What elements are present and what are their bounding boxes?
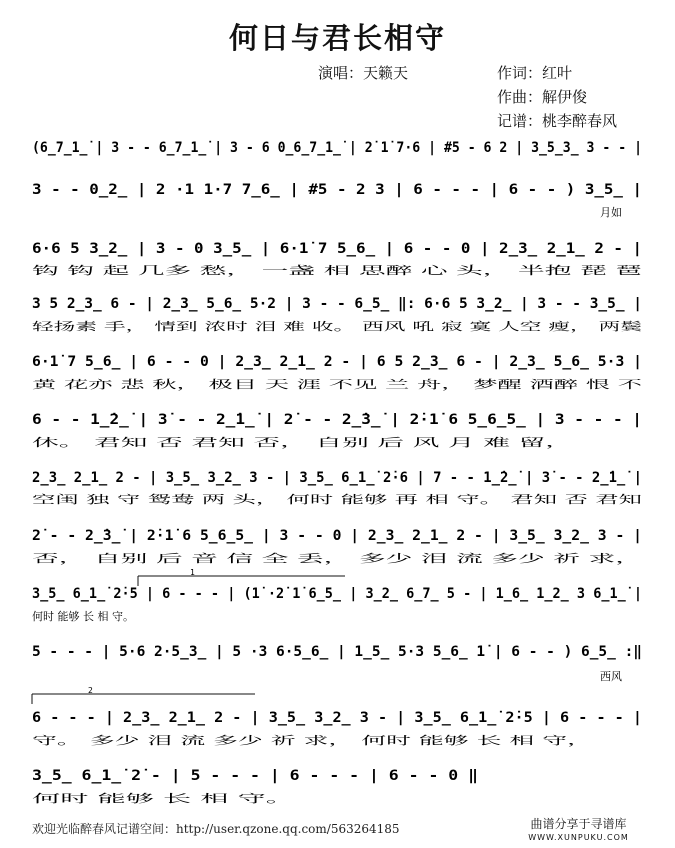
row-8-lyrics: 否， 自别 后 音 信 全 丢， 多少 泪 流 多少 祈 求， — [32, 552, 283, 565]
transcriber-label: 记谱：桃李醉春风 — [497, 112, 618, 130]
row-10 — [32, 644, 642, 683]
composer-label: 作曲：解伊俊 — [497, 88, 588, 106]
footer-credit: 欢迎光临醉春风记谱空间：http://user.qzone.qq.com/563264185 — [32, 822, 400, 836]
row-6-notes: 6 - - 1̲̇2̲̇ | 3̇ - - 2̲̇1̲̇ | 2̇ - - 2̲̇3̲̇ | 2̇·1̇ 6 5̲6̲5̲ | 3 - - - | — [32, 412, 642, 428]
row-4 — [32, 296, 644, 333]
row-11-lyrics: 守。 多少 泪 流 多少 祈 求， 何时 能够 长 相 守， — [32, 734, 280, 747]
row-10-notes: 5 - - - | 5·6 2·5̲3̲ | 5 ·3 6·5̲6̲ | 1̲5̲ 5·3 5̲6̲ 1̇ | 6 - - ) 6̲5̲ :‖ — [32, 644, 642, 660]
row-12 — [32, 768, 478, 805]
stamp-url: WWW.XUNPUKU.COM — [528, 833, 629, 842]
row-5 — [32, 354, 642, 391]
row-11 — [32, 686, 642, 747]
row-9-notes: 3̲5̲ 6̲1̲̇ 2̇·5 | 6 - - - | (1̇ ·2̇ 1̇ 6̲5̲ | 3̲2̲ 6̲7̲ 5 - | 1̲6̲ 1̲2̲ 3 6̲1̲̇ | — [32, 586, 642, 602]
row-3-lyrics: 钩 钩 起 几多 愁， 一盏 相 思醉 心 头， 半抱 琵 琶 — [32, 264, 283, 277]
row-6-lyrics: 休。 君知 否 君知 否， 自别 后 风 月 难 留， — [32, 436, 254, 449]
row-2 — [32, 182, 642, 219]
row-1-notes: (6̲7̲1̲̇ | 3 - - 6̲7̲1̲̇ | 3 - 6 0̲6̲7̲1̲̇ | 2̇ 1̇ 7·6 | #5 - 6 2 | 3̲5̲3̲ 3 - - | — [32, 140, 642, 156]
row-7 — [32, 470, 642, 506]
row-9 — [32, 568, 642, 623]
singer-label: 演唱：天籁天 — [318, 64, 409, 82]
row-5-lyrics: 黄 花亦 悲 秋， 极目 天 涯 不见 兰 舟， 梦醒 酒醉 恨 不 — [32, 378, 309, 391]
row-8 — [32, 528, 642, 565]
row-10-lyrics: 西风 — [600, 670, 622, 683]
row-11-notes: 6 - - - | 2̲3̲ 2̲1̲ 2 - | 3̲5̲ 3̲2̲ 3 - | 3̲5̲ 6̲1̲̇ 2̇·5 | 6 - - - | — [32, 710, 642, 726]
row-7-notes: 2̲3̲ 2̲1̲ 2 - | 3̲5̲ 3̲2̲ 3 - | 3̲5̲ 6̲1̲̇ 2̇·6 | 7 - - 1̲̇2̲̇ | 3̇ - - 2̲̇1̲̇ | — [32, 470, 642, 486]
row-12-notes: 3̲5̲ 6̲1̲̇ 2̇ - | 5 - - - | 6 - - - | 6 - - 0 ‖ — [32, 768, 478, 784]
row-2-notes: 3 - - 0̲2̲ | 2 ·1 1·7 7̲6̲ | #5 - 2 3 | 6 - - - | 6 - - ) 3̲5̲ | — [32, 182, 642, 198]
row-4-notes: 3 5 2̲3̲ 6 - | 2̲3̲ 5̲6̲ 5·2 | 3 - - 6̲5̲ ‖: 6·6 5 3̲2̲ | 3 - - 3̲5̲ | — [32, 296, 642, 312]
lyricist-label: 作词：红叶 — [497, 64, 573, 82]
site-stamp — [482, 815, 675, 848]
row-6 — [32, 412, 642, 449]
row-3 — [32, 241, 642, 277]
row-5-notes: 6·1̇ 7 5̲6̲ | 6 - - 0 | 2̲3̲ 2̲1̲ 2 - | 6 5 2̲3̲ 6 - | 2̲3̲ 5̲6̲ 5·3 | — [32, 354, 642, 370]
row-4-lyrics: 轻扬素 手， 情到 浓时 泪 难 收。 西风 吼 寂 寞 人空 瘦， 两鬓 — [32, 320, 342, 333]
row-2-lyrics: 月如 — [600, 206, 622, 219]
row-1 — [32, 140, 642, 156]
stamp-title: 曲谱分享于寻谱库 — [530, 817, 627, 831]
song-title: 何日与君长相守 — [228, 21, 446, 55]
volta-1-number: 1 — [190, 568, 195, 577]
row-12-lyrics: 何时 能够 长 相 守。 — [32, 792, 134, 805]
volta-2-number: 2 — [88, 686, 93, 695]
row-8-notes: 2̇ - - 2̲̇3̲̇ | 2̇·1̇ 6 5̲6̲5̲ | 3 - - 0 | 2̲3̲ 2̲1̲ 2 - | 3̲5̲ 3̲2̲ 3 - | — [32, 528, 642, 544]
row-9-lyrics: 何时 能够 长 相 守。 — [32, 610, 134, 623]
row-3-notes: 6·6 5 3̲2̲ | 3 - 0 3̲5̲ | 6·1̇ 7 5̲6̲ | 6 - - 0 | 2̲3̲ 2̲1̲ 2 - | — [32, 241, 642, 257]
row-7-lyrics: 空闺 独 守 鸳鸯 两 头， 何时 能够 再 相 守。 君知 否 君知 — [32, 493, 320, 506]
